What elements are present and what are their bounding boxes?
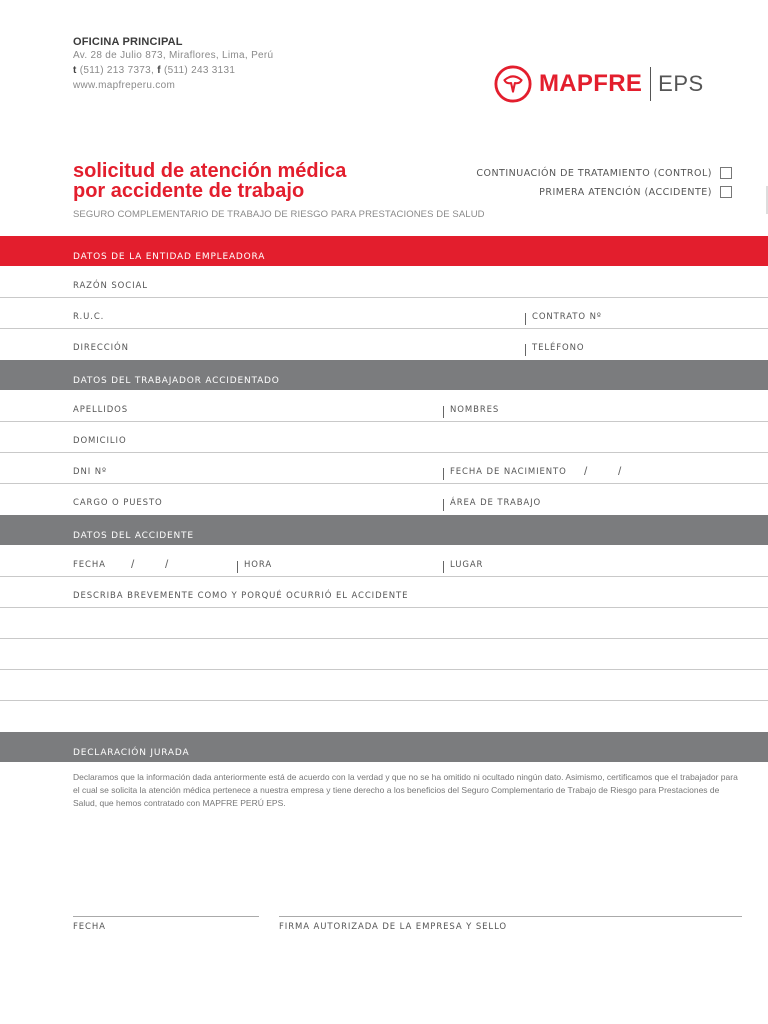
fecha-nacimiento-label: FECHA DE NACIMIENTO	[450, 467, 567, 477]
date-separator: /	[131, 557, 135, 571]
firma-signature-line[interactable]	[279, 916, 742, 917]
field-divider	[443, 561, 444, 573]
cargo-label: CARGO O PUESTO	[73, 498, 163, 508]
phone-prefix: t	[73, 65, 77, 76]
logo-divider	[650, 67, 651, 101]
fecha-label: FECHA	[73, 560, 106, 570]
phone-number: (511) 213 7373,	[79, 65, 155, 76]
field-divider	[525, 344, 526, 356]
signature-fecha-label: FECHA	[73, 922, 106, 932]
option-continuation	[476, 167, 732, 179]
logo-product: EPS	[658, 71, 704, 96]
field-divider	[237, 561, 238, 573]
option-first-checkbox[interactable]	[720, 186, 732, 198]
declaration-text: Declaramos que la información dada anteriormente está de acuerdo con la verdad y que no se ha omitido ni ocultado ningún dato. Asimismo, certificamos que el trabajador para el cual se solicita la atención médica pertenece a nuestra empresa y tiene derecho a los beneficios del Seguro Complementario de Trabajo de Riesgo para Prestaciones de Salud, que hemos contratado con MAPFRE PERÚ EPS.	[73, 772, 738, 808]
form-subtitle: SEGURO COMPLEMENTARIO DE TRABAJO DE RIESGO PARA PRESTACIONES DE SALUD	[73, 209, 485, 220]
form-title-line2: por accidente de trabajo	[73, 180, 305, 202]
telefono-label: TELÉFONO	[532, 343, 585, 353]
dni-row	[0, 453, 768, 484]
signature-firma-label: FIRMA AUTORIZADA DE LA EMPRESA Y SELLO	[279, 922, 507, 932]
field-divider	[443, 468, 444, 480]
logo-brand: MAPFRE	[539, 70, 643, 97]
direccion-label: DIRECCIÓN	[73, 343, 129, 353]
apellidos-row	[0, 391, 768, 422]
office-info	[73, 36, 273, 93]
field-divider	[525, 313, 526, 325]
area-trabajo-label: ÁREA DE TRABAJO	[450, 498, 542, 508]
domicilio-label: DOMICILIO	[73, 436, 127, 446]
domicilio-field[interactable]	[0, 422, 768, 453]
accident-section-title: DATOS DEL ACCIDENTE	[73, 531, 194, 541]
option-continuation-label: CONTINUACIÓN DE TRATAMIENTO (CONTROL)	[476, 167, 712, 179]
employer-section-title: DATOS DE LA ENTIDAD EMPLEADORA	[73, 252, 266, 262]
dni-label: DNI Nº	[73, 467, 107, 477]
mapfre-emblem-icon	[494, 65, 532, 103]
describe-label: DESCRIBA BREVEMENTE COMO Y PORQUÉ OCURRIÓ EL ACCIDENTE	[73, 591, 409, 601]
worker-section-header	[0, 360, 768, 390]
mapfre-eps-logo	[494, 64, 704, 104]
employer-section-header	[0, 236, 768, 266]
describe-field[interactable]	[0, 577, 768, 608]
office-title: OFICINA PRINCIPAL	[73, 36, 183, 48]
option-first-attention	[539, 186, 732, 198]
ruc-label: R.U.C.	[73, 312, 105, 322]
declaration-section-title: DECLARACIÓN JURADA	[73, 748, 190, 758]
describe-line[interactable]	[0, 639, 768, 670]
fax-prefix: f	[157, 65, 161, 76]
office-phones	[73, 63, 273, 78]
razon-social-label: RAZÓN SOCIAL	[73, 281, 148, 291]
option-continuation-checkbox[interactable]	[720, 167, 732, 179]
describe-line[interactable]	[0, 608, 768, 639]
accident-section-header	[0, 515, 768, 545]
contrato-label: CONTRATO Nº	[532, 312, 602, 322]
fax-number: (511) 243 3131	[163, 65, 236, 76]
date-separator: /	[584, 464, 588, 478]
form-title-line1: solicitud de atención médica	[73, 160, 347, 182]
office-address: Av. 28 de Julio 873, Miraflores, Lima, Perú	[73, 50, 274, 61]
form-title	[73, 161, 346, 201]
fecha-signature-line[interactable]	[73, 916, 259, 917]
cargo-row	[0, 484, 768, 515]
field-divider	[443, 406, 444, 418]
apellidos-label: APELLIDOS	[73, 405, 129, 415]
hora-label: HORA	[244, 560, 273, 570]
razon-social-field[interactable]	[0, 267, 768, 298]
worker-section-title: DATOS DEL TRABAJADOR ACCIDENTADO	[73, 376, 280, 386]
office-website: www.mapfreperu.com	[73, 80, 176, 91]
fecha-hora-lugar-row	[0, 546, 768, 577]
ruc-row	[0, 298, 768, 329]
date-separator: /	[165, 557, 169, 571]
field-divider	[443, 499, 444, 511]
lugar-label: LUGAR	[450, 560, 484, 570]
date-separator: /	[618, 464, 622, 478]
direccion-row	[0, 329, 768, 360]
option-first-label: PRIMERA ATENCIÓN (ACCIDENTE)	[539, 186, 712, 198]
describe-line[interactable]	[0, 670, 768, 701]
nombres-label: NOMBRES	[450, 405, 500, 415]
declaration-section-header	[0, 732, 768, 762]
